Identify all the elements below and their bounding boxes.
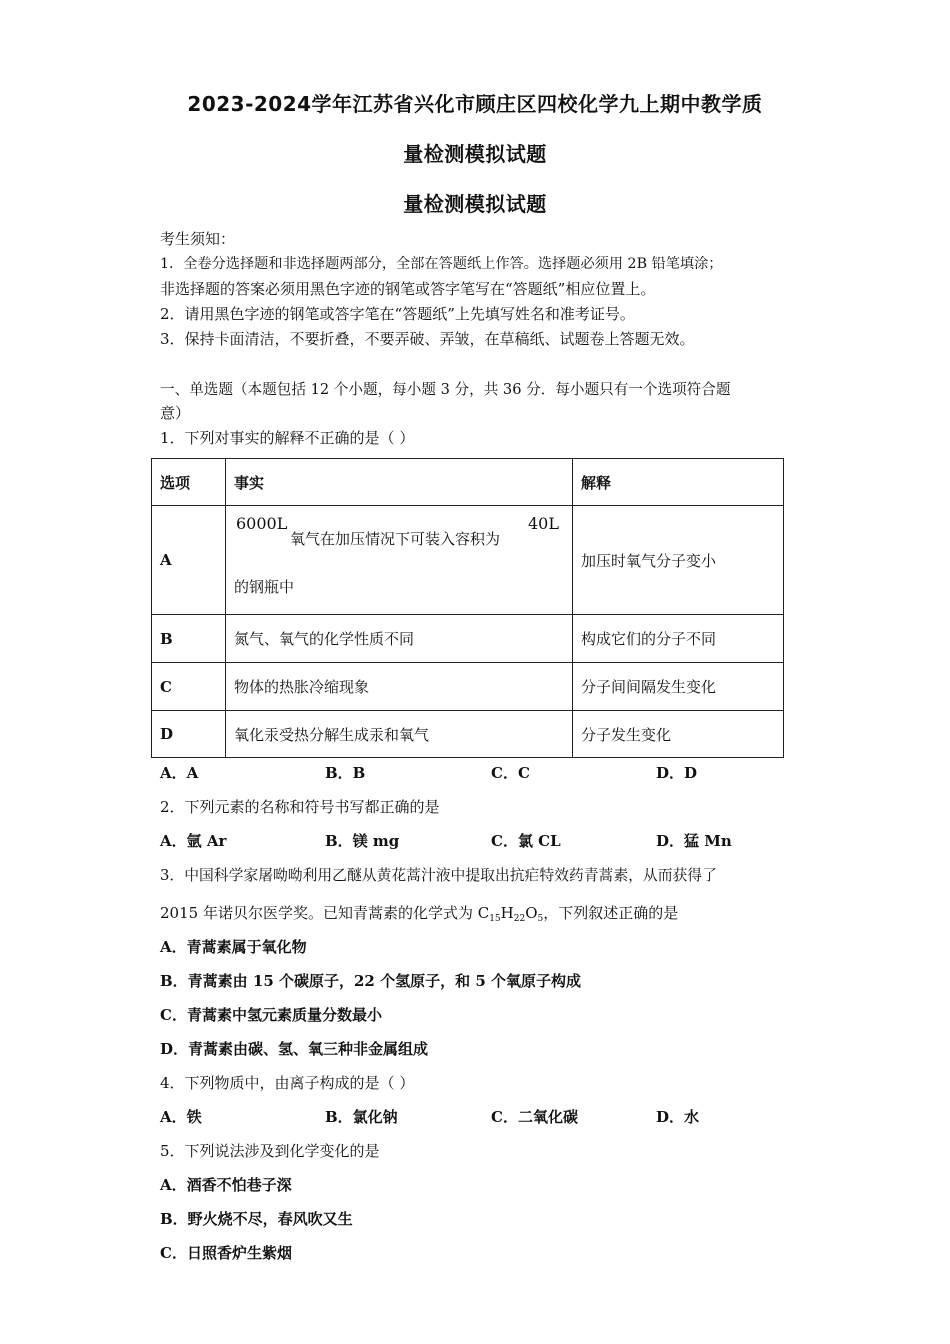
row-a-amount: 6000L: [236, 514, 288, 533]
row-a-text: 氧气在加压情况下可装入容积为: [290, 530, 501, 548]
q3-option-c[interactable]: C．青蒿素中氢元素质量分数最小: [160, 1006, 382, 1024]
table-row-c: [152, 663, 784, 711]
q4-option-a[interactable]: A．铁: [160, 1108, 202, 1126]
row-c-fact: 物体的热胀冷缩现象: [226, 663, 573, 711]
q1-option-b[interactable]: B．B: [325, 764, 366, 782]
q3-formula-h: H: [500, 904, 514, 922]
q3-stem-text: 2015 年诺贝尔医学奖。已知青蒿素的化学式为 C: [160, 904, 490, 922]
q4-option-d[interactable]: D．水: [656, 1108, 700, 1126]
row-a-text-end: 的钢瓶中: [234, 578, 295, 596]
notice-heading: 考生须知：: [160, 230, 236, 248]
section-heading-line-1: 一、单选题（本题包括 12 个小题，每小题 3 分，共 36 分．每小题只有一个选项符合题: [160, 381, 731, 398]
row-c-explanation: 分子间间隔发生变化: [573, 663, 784, 711]
row-a-label: A: [152, 506, 226, 615]
notice-item-1a: 1．全卷分选择题和非选择题两部分，全部在答题纸上作答。选择题必须用 2B 铅笔填涂；: [160, 256, 723, 272]
q3-stem-line-2: [160, 902, 678, 924]
page-title-line-1: 2023-2024学年江苏省兴化市顾庄区四校化学九上期中教学质: [187, 92, 763, 116]
q5-option-c[interactable]: C．日照香炉生紫烟: [160, 1244, 292, 1262]
header-option: 选项: [152, 459, 226, 506]
notice-item-2: 2．请用黑色字迹的钢笔或答字笔在“答题纸”上先填写姓名和准考证号。: [160, 305, 635, 323]
q2-stem: 2．下列元素的名称和符号书写都正确的是: [160, 798, 440, 816]
q2-option-c[interactable]: C．氯 CL: [491, 832, 561, 850]
table-header-row: [152, 459, 784, 506]
row-a-explanation: 加压时氧气分子变小: [573, 506, 784, 615]
q3-option-a[interactable]: A．青蒿素属于氧化物: [160, 938, 307, 956]
q4-option-b[interactable]: B．氯化钠: [325, 1108, 398, 1126]
row-c-label: C: [152, 663, 226, 711]
q3-formula-o: O: [525, 904, 538, 922]
q1-option-c[interactable]: C．C: [491, 764, 530, 782]
q4-stem: 4．下列物质中，由离子构成的是（ ）: [160, 1074, 415, 1092]
q5-stem: 5．下列说法涉及到化学变化的是: [160, 1142, 380, 1160]
notice-item-1b: 非选择题的答案必须用黑色字迹的钢笔或答字笔写在“答题纸”相应位置上。: [160, 280, 656, 298]
row-d-explanation: 分子发生变化: [573, 711, 784, 758]
q2-option-b[interactable]: B．镁 mg: [325, 832, 400, 850]
table-row-b: [152, 615, 784, 663]
q3-stem-tail: ，下列叙述正确的是: [543, 904, 679, 922]
row-d-label: D: [152, 711, 226, 758]
row-b-fact: 氮气、氧气的化学性质不同: [226, 615, 573, 663]
page-title-line-2: 量检测模拟试题: [403, 142, 547, 166]
q2-option-a[interactable]: A．氩 Ar: [160, 832, 227, 850]
q3-option-b[interactable]: B．青蒿素由 15 个碳原子，22 个氢原子，和 5 个氧原子构成: [160, 972, 581, 990]
row-b-label: B: [152, 615, 226, 663]
q3-formula-sub-c: 15: [489, 914, 501, 924]
q1-facts-table: [151, 458, 784, 758]
table-row-a: [152, 506, 784, 615]
q5-option-a[interactable]: A．酒香不怕巷子深: [160, 1176, 292, 1194]
q2-option-d[interactable]: D．猛 Mn: [656, 832, 732, 850]
q5-option-b[interactable]: B．野火烧不尽，春风吹又生: [160, 1210, 353, 1228]
notice-item-3: 3．保持卡面清洁，不要折叠，不要弄破、弄皱，在草稿纸、试题卷上答题无效。: [160, 330, 695, 348]
header-explanation: 解释: [573, 459, 784, 506]
row-a-fact: [226, 506, 573, 615]
q3-option-d[interactable]: D．青蒿素由碳、氢、氧三种非金属组成: [160, 1040, 429, 1058]
table-row-d: [152, 711, 784, 758]
q1-option-a[interactable]: A．A: [160, 764, 199, 782]
row-b-explanation: 构成它们的分子不同: [573, 615, 784, 663]
q1-stem: 1．下列对事实的解释不正确的是（ ）: [160, 429, 415, 447]
q4-option-c[interactable]: C．二氧化碳: [491, 1108, 578, 1126]
q1-option-d[interactable]: D．D: [656, 764, 698, 782]
q3-formula-sub-o: 5: [537, 914, 544, 924]
page-title-line-3: 量检测模拟试题: [403, 192, 547, 216]
q3-stem-line-1: 3．中国科学家屠呦呦利用乙醚从黄花蒿汁液中提取出抗疟特效药青蒿素，从而获得了: [160, 867, 717, 884]
row-a-volume: 40L: [528, 514, 559, 533]
header-fact: 事实: [226, 459, 573, 506]
section-heading-line-2: 意）: [160, 404, 191, 422]
q3-formula-sub-h: 22: [513, 914, 526, 924]
row-d-fact: 氧化汞受热分解生成汞和氧气: [226, 711, 573, 758]
